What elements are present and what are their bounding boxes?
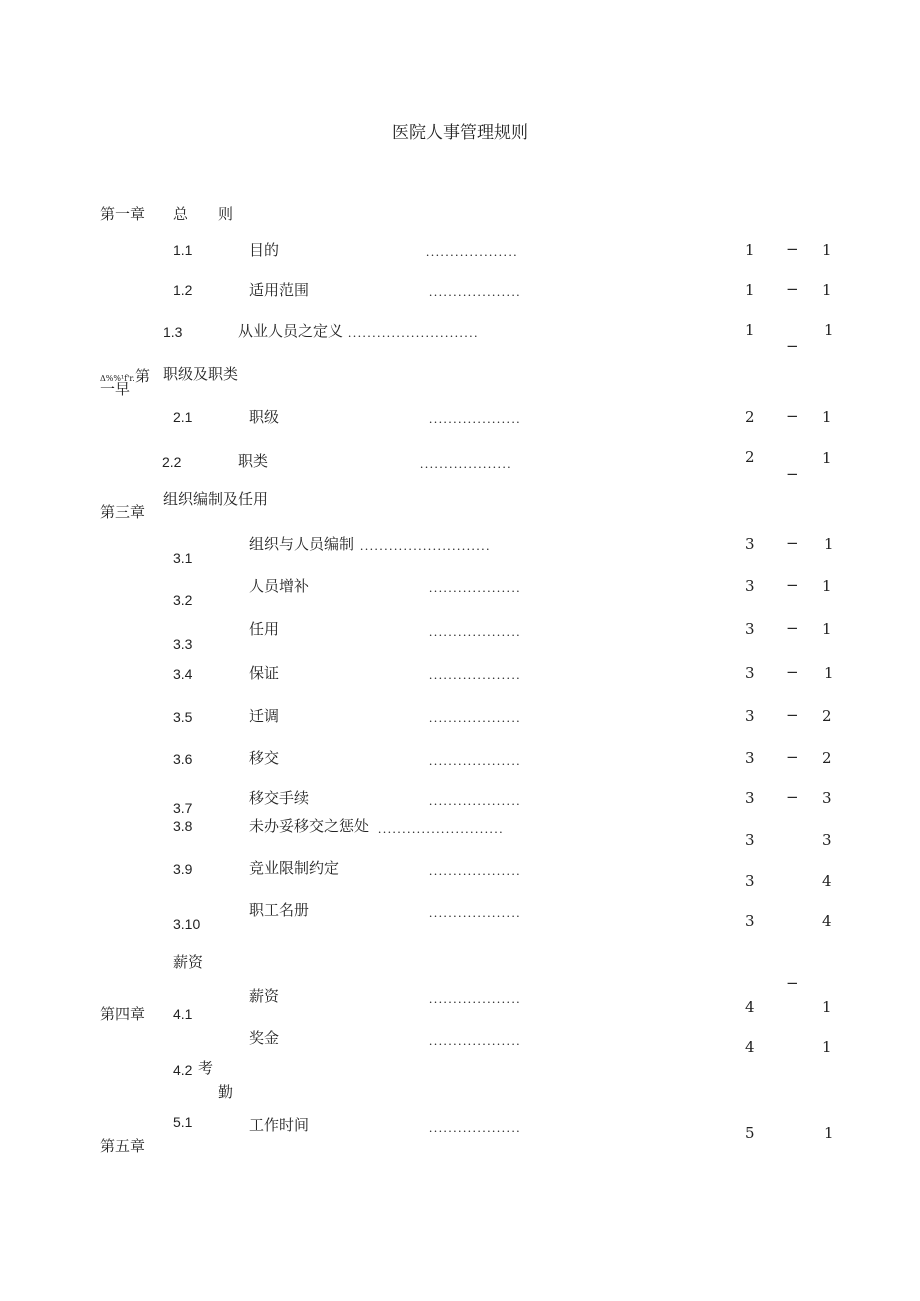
entry-1-3-label: 从业人员之定义 — [238, 322, 344, 340]
entry-1-2-label: 适用范围 — [249, 281, 310, 299]
entry-3-8-page-number: 3 — [822, 831, 832, 849]
entry-3-1-page-number: 1 — [824, 535, 834, 553]
chapter-4-name: 薪资 — [173, 953, 204, 971]
entry-1-2-page-chapter: 1 — [745, 281, 755, 299]
entry-1-1-dash: − — [786, 240, 799, 258]
entry-3-9-label: 竞业限制约定 — [249, 859, 340, 877]
entry-3-5-label: 迁调 — [249, 707, 280, 725]
entry-3-7-dots: ................... — [429, 793, 522, 808]
chapter-1-name-part1: 总 — [173, 205, 189, 223]
entry-3-8-label: 未办妥移交之惩处 — [249, 817, 370, 835]
entry-3-1-dash: − — [786, 534, 799, 552]
entry-1-3-dash: − — [786, 337, 799, 355]
entry-3-3-number: 3.3 — [173, 636, 193, 652]
entry-4-1-label: 薪资 — [249, 987, 280, 1005]
entry-3-6-dash: − — [786, 748, 799, 766]
chapter-3-label: 第三章 — [100, 503, 146, 521]
entry-3-7-page-number: 3 — [822, 789, 832, 807]
entry-3-2-label: 人员增补 — [249, 577, 310, 595]
entry-3-3-dash: − — [786, 619, 799, 637]
entry-3-2-page-chapter: 3 — [745, 577, 755, 595]
entry-1-2-dash: − — [786, 280, 799, 298]
entry-2-1-label: 职级 — [249, 408, 280, 426]
entry-4-1-page-number: 1 — [822, 998, 832, 1016]
entry-3-1-number: 3.1 — [173, 550, 193, 566]
entry-3-10-number: 3.10 — [173, 916, 201, 932]
entry-3-2-dots: ................... — [429, 580, 522, 595]
entry-3-4-dash: − — [786, 663, 799, 681]
entry-3-10-page-chapter: 3 — [745, 912, 755, 930]
entry-3-8-page-chapter: 3 — [745, 831, 755, 849]
chapter-2-name: 职级及职类 — [163, 365, 239, 383]
entry-3-2-number: 3.2 — [173, 592, 193, 608]
entry-2-1-page-chapter: 2 — [745, 408, 755, 426]
chapter-2-label-garbled-2: 一早 — [100, 380, 131, 398]
entry-2-2-label: 职类 — [238, 452, 269, 470]
entry-3-3-dots: ................... — [429, 624, 522, 639]
page-title: 医院人事管理规则 — [392, 123, 528, 143]
entry-1-3-page-chapter: 1 — [745, 321, 755, 339]
entry-4-2-page-chapter: 4 — [745, 1038, 755, 1056]
entry-2-1-page-number: 1 — [822, 408, 832, 426]
entry-4-2-label: 奖金 — [249, 1029, 280, 1047]
entry-1-1-label: 目的 — [249, 241, 280, 259]
entry-2-2-dots: ................... — [420, 456, 513, 471]
entry-4-1-dash: − — [786, 974, 799, 992]
chapter-3-name: 组织编制及任用 — [163, 490, 269, 508]
entry-3-9-page-number: 4 — [822, 872, 832, 890]
entry-5-1-label: 工作时间 — [249, 1116, 310, 1134]
entry-2-1-dots: ................... — [429, 411, 522, 426]
entry-3-2-dash: − — [786, 576, 799, 594]
entry-3-10-label: 职工名册 — [249, 901, 310, 919]
entry-3-3-page-chapter: 3 — [745, 620, 755, 638]
entry-2-1-dash: − — [786, 407, 799, 425]
entry-3-10-page-number: 4 — [822, 912, 832, 930]
entry-3-7-dash: − — [786, 788, 799, 806]
chapter-1-name-part2: 则 — [218, 205, 234, 223]
entry-3-4-number: 3.4 — [173, 666, 193, 682]
chapter-4-label: 第四章 — [100, 1005, 146, 1023]
entry-3-1-dots: ........................... — [360, 538, 491, 553]
entry-5-1-dots: ................... — [429, 1120, 522, 1135]
chapter-5-name-part1: 考 — [198, 1059, 214, 1077]
entry-2-2-dash: − — [786, 465, 799, 483]
entry-3-5-page-chapter: 3 — [745, 707, 755, 725]
entry-2-2-number: 2.2 — [162, 454, 182, 470]
entry-3-7-number: 3.7 — [173, 800, 193, 816]
entry-1-3-dots: ........................... — [348, 325, 479, 340]
entry-3-7-label: 移交手续 — [249, 789, 310, 807]
entry-4-2-dots: ................... — [429, 1033, 522, 1048]
entry-1-2-page-number: 1 — [822, 281, 832, 299]
entry-5-1-number: 5.1 — [173, 1114, 193, 1130]
entry-3-6-page-chapter: 3 — [745, 749, 755, 767]
entry-3-4-dots: ................... — [429, 667, 522, 682]
entry-2-2-page-chapter: 2 — [745, 448, 755, 466]
entry-3-8-dots: .......................... — [378, 821, 505, 836]
entry-3-5-dots: ................... — [429, 710, 522, 725]
entry-3-6-number: 3.6 — [173, 751, 193, 767]
entry-3-9-number: 3.9 — [173, 861, 193, 877]
entry-3-3-label: 任用 — [249, 620, 280, 638]
entry-3-5-page-number: 2 — [822, 707, 832, 725]
entry-4-2-number: 4.2 — [173, 1062, 193, 1078]
entry-3-4-page-chapter: 3 — [745, 664, 755, 682]
entry-3-4-label: 保证 — [249, 664, 280, 682]
entry-3-3-page-number: 1 — [822, 620, 832, 638]
entry-3-6-dots: ................... — [429, 753, 522, 768]
entry-4-2-page-number: 1 — [822, 1038, 832, 1056]
entry-3-1-page-chapter: 3 — [745, 535, 755, 553]
chapter-1-label: 第一章 — [100, 205, 146, 223]
entry-1-1-number: 1.1 — [173, 242, 193, 258]
chapter-5-label: 第五章 — [100, 1137, 146, 1155]
entry-3-5-number: 3.5 — [173, 709, 193, 725]
entry-1-3-number: 1.3 — [163, 324, 183, 340]
entry-3-10-dots: ................... — [429, 905, 522, 920]
entry-2-1-number: 2.1 — [173, 409, 193, 425]
chapter-2-label-garbled: Δ%%¹f'r. — [100, 374, 135, 383]
entry-3-5-dash: − — [786, 706, 799, 724]
entry-5-1-page-chapter: 5 — [745, 1124, 755, 1142]
entry-1-2-dots: ................... — [429, 284, 522, 299]
entry-3-4-page-number: 1 — [824, 664, 834, 682]
entry-1-3-page-number: 1 — [824, 321, 834, 339]
entry-4-1-number: 4.1 — [173, 1006, 193, 1022]
entry-2-2-page-number: 1 — [822, 449, 832, 467]
entry-3-6-label: 移交 — [249, 749, 280, 767]
chapter-2-label-tail: 第 — [135, 367, 151, 385]
entry-4-1-page-chapter: 4 — [745, 998, 755, 1016]
entry-3-9-page-chapter: 3 — [745, 872, 755, 890]
entry-1-1-dots: ................... — [426, 244, 519, 259]
entry-3-2-page-number: 1 — [822, 577, 832, 595]
entry-4-1-dots: ................... — [429, 991, 522, 1006]
entry-1-2-number: 1.2 — [173, 282, 193, 298]
entry-3-7-page-chapter: 3 — [745, 789, 755, 807]
entry-1-1-page-number: 1 — [822, 241, 832, 259]
entry-3-1-label: 组织与人员编制 — [249, 535, 355, 553]
entry-3-9-dots: ................... — [429, 863, 522, 878]
entry-3-8-number: 3.8 — [173, 818, 193, 834]
entry-5-1-page-number: 1 — [824, 1124, 834, 1142]
entry-1-1-page-chapter: 1 — [745, 241, 755, 259]
chapter-5-name-part2: 勤 — [218, 1083, 234, 1101]
entry-3-6-page-number: 2 — [822, 749, 832, 767]
